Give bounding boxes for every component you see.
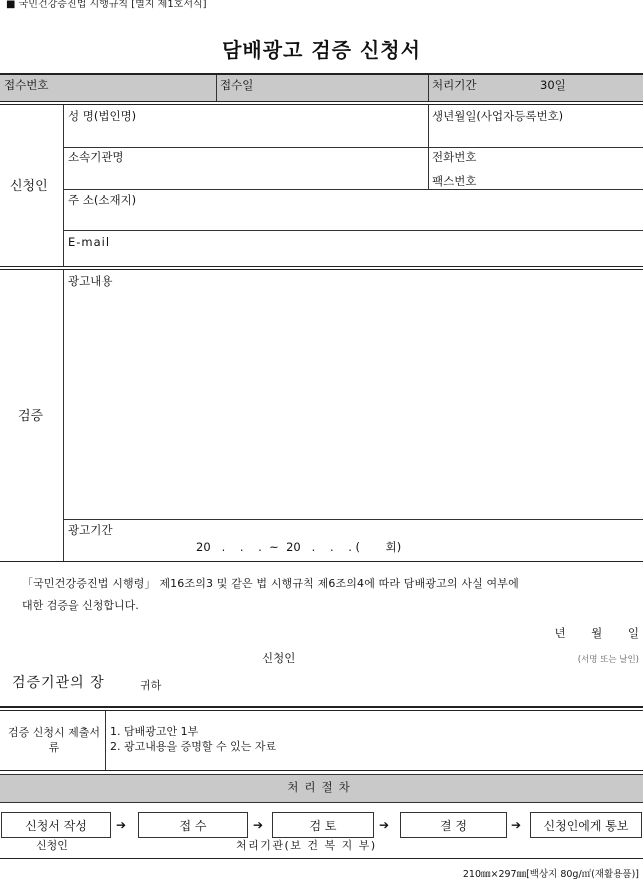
step-label: 신청서 작성	[25, 818, 87, 833]
step-write-application	[1, 812, 111, 838]
step-decision	[400, 812, 507, 838]
address-label: 주 소(소재지)	[68, 193, 137, 207]
sign-note: (서명 또는 날인)	[577, 655, 639, 665]
recipient-suffix: 귀하	[140, 679, 162, 692]
step-receipt	[138, 812, 248, 838]
org-label: 소속기관명	[68, 150, 124, 164]
divider	[64, 147, 643, 148]
documents-label: 검증 신청시 제출서류	[7, 726, 100, 754]
divider	[0, 561, 643, 562]
step-label: 검 토	[309, 818, 337, 833]
divider	[0, 104, 643, 105]
fax-label: 팩스번호	[432, 174, 477, 188]
divider	[428, 75, 429, 101]
divider	[0, 706, 643, 708]
divider	[0, 770, 643, 771]
actor-processing-agency: 처리기관(보 건 복 지 부)	[236, 839, 377, 852]
step-review	[272, 812, 374, 838]
date-line[interactable]: 년 월 일	[554, 626, 639, 640]
arrow-right-icon: ➔	[511, 818, 522, 832]
name-label: 성 명(법인명)	[68, 109, 137, 123]
verification-section-label: 검증	[18, 409, 44, 424]
applicant-sign-label: 신청인	[262, 651, 296, 665]
ad-content-field[interactable]	[64, 292, 643, 518]
ad-period-field[interactable]: 20 . . . ~ 20 . . . ( 회)	[196, 540, 402, 554]
step-label: 신청인에게 통보	[543, 818, 629, 833]
declaration-line-1: 「국민건강증진법 시행령」 제16조의3 및 같은 법 시행규칙 제6조의4에 따라 담배광고의 사실 여부에	[22, 577, 519, 590]
law-reference: 국민건강증진법 시행규칙 [별지 제1호서식]	[18, 0, 207, 10]
arrow-right-icon: ➔	[116, 818, 127, 832]
form-reference	[6, 0, 207, 10]
birth-label: 생년월일(사업자등록번호)	[432, 109, 564, 123]
applicant-section-label: 신청인	[10, 179, 48, 194]
procedure-title: 처리절차	[287, 780, 356, 794]
divider	[64, 519, 643, 520]
arrow-right-icon: ➔	[379, 818, 390, 832]
email-label: E-mail	[68, 235, 111, 249]
receipt-date-label: 접수일	[220, 78, 254, 92]
step-label: 결 정	[440, 818, 467, 833]
divider	[0, 858, 643, 859]
document-item-1: 1. 담배광고안 1부	[110, 725, 199, 738]
bullet-icon: ■	[6, 0, 16, 10]
receipt-no-label: 접수번호	[4, 78, 49, 92]
phone-label: 전화번호	[432, 150, 477, 164]
form-title: 담배광고 검증 신청서	[222, 38, 421, 62]
recipient: 검증기관의 장	[12, 675, 105, 691]
divider	[216, 75, 217, 101]
actor-applicant: 신청인	[36, 839, 68, 852]
processing-period-value: 30일	[540, 78, 566, 92]
divider	[63, 105, 64, 266]
processing-period-label: 처리기간	[432, 78, 477, 92]
divider	[0, 710, 643, 711]
divider	[105, 711, 106, 770]
divider	[0, 101, 643, 102]
divider	[0, 269, 643, 270]
ad-content-label: 광고내용	[68, 274, 113, 288]
declaration-line-2: 대한 검증을 신청합니다.	[22, 599, 139, 612]
divider	[0, 266, 643, 267]
divider	[64, 230, 643, 231]
arrow-right-icon: ➔	[253, 818, 264, 832]
divider	[64, 189, 643, 190]
document-item-2: 2. 광고내용을 증명할 수 있는 자료	[110, 740, 277, 753]
step-notify-applicant	[530, 812, 642, 838]
paper-spec: 210㎜×297㎜[백상지 80g/㎡(재활용품)]	[462, 869, 639, 880]
ad-period-label: 광고기간	[68, 523, 113, 537]
step-label: 접 수	[179, 818, 207, 833]
